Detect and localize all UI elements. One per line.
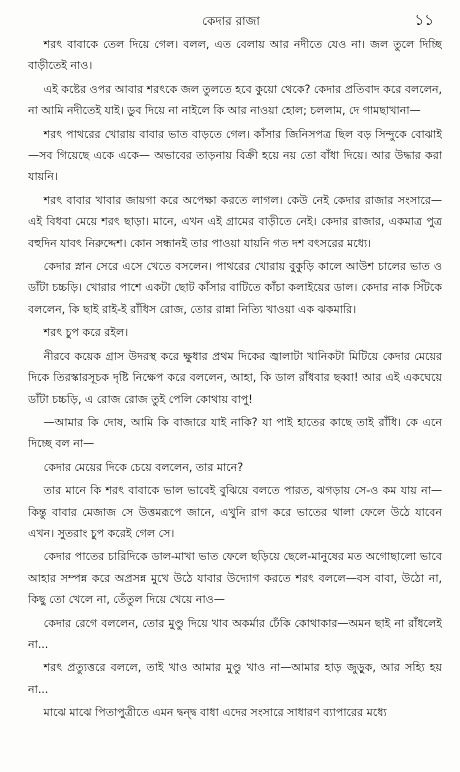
- paragraph: এই কষ্টের ওপর আবার শরৎকে জল তুলতে হবে কুয়ো থেকে? কেদার প্রতিবাদ করে বললেন, না আমি নদীতেই যাই। ডুব দিয়ে না নাইলে কি আর নাওয়া হোল; চললাম, দে গামছাখানা—: [28, 82, 442, 118]
- running-header: [28, 10, 434, 32]
- paragraph: শরৎ বাবার খাবার জায়গা করে অপেক্ষা করতে লাগল। কেউ নেই কেদার রাজার সংসারে—এই বিধবা মেয়ে শরৎ ছাড়া। মানে, এখন এই গ্রামের বাড়ীতে নেই। কেদার রাজার, একমাত্র পুত্র বহুদিন যাবৎ নিরুদ্দেশ। কোন সন্ধানই তার পাওয়া যায়নি গত দশ বৎসরের মধ্যে।: [28, 193, 442, 250]
- paragraph: শরৎ বাবাকে তেল দিয়ে গেল। বলল, এত বেলায় আর নদীতে যেও না। জল তুলে দিচ্ছি বাড়ীতেই নাও।: [28, 38, 442, 73]
- paragraph: কেদার পাতের চারিদিকে ডাল-মাখা ভাত ফেলে ছড়িয়ে ছেলে-মানুষের মত অগোছালো ভাবে আহার সম্পন্ন করে অপ্রসন্ন মুখে উঠে যাবার উদ্যোগ করতে শরৎ বললে—বস বাবা, উঠো না, কিছু তো খেলে না, তেঁতুল দিয়ে খেয়ে নাও—: [28, 550, 442, 607]
- running-title: কেদার রাজা: [202, 14, 260, 28]
- paragraph: শরৎ চুপ করে রইল।: [43, 326, 129, 340]
- paragraph: কেদার মেয়ের দিকে চেয়ে বললেন, তার মানে?: [43, 460, 244, 474]
- paragraph: শরৎ পাথরের খোরায় বাবার ভাত বাড়তে গেল। কাঁসার জিনিসপত্র ছিল বড় সিন্দুকে বোঝাই—সব গিয়েছে একে একে— অভাবের তাড়নায় বিক্রী হয়ে নয় তো বাঁধা দিয়ে। আর উদ্ধার করা যায়নি।: [28, 127, 442, 184]
- body-text: [28, 34, 442, 760]
- paragraph: তার মানে কি শরৎ বাবাকে ভাল ভাবেই বুঝিয়ে বলতে পারত, ঝগড়ায় সে-ও কম যায় না—কিন্তু বাবার মেজাজ সে উত্তমরূপে জানে, এখুনি রাগ করে ভাতের থালা ফেলে উঠে যাবেন এখন। সুতরাং চুপ করেই গেল সে।: [28, 484, 442, 540]
- paragraph: কেদার রেগে বললেন, তোর মুণ্ডু দিয়ে খাব অকর্মার ঢেঁকি কোথাকার—অমন ছাই না রাঁধলেই না...: [28, 616, 442, 651]
- paragraph: —আমার কি দোষ, আমি কি বাজারে যাই নাকি? যা পাই হাতের কাছে তাই রাঁধি। কে এনে দিচ্ছে বল না—: [28, 415, 442, 451]
- paragraph: কেদার স্নান সেরে এসে খেতে বসলেন। পাথরের খোরায় বুকুড়ি কালে আউশ চালের ভাত ও ডাঁটা চচ্চড়ি। খোরার পাশে একটা ছোট কাঁসার বাটিতে কাঁচা কলাইয়ের ডাল। কেদার নাক সিঁটকে বললেন, কি ছাই রাই-ই রাঁধিস রোজ, তোর রান্না নিত্যি খাওয়া এক ঝকমারি।: [28, 260, 442, 316]
- paragraph: মাঝে মাঝে পিতাপুত্রীতে এমন দ্বন্দ্ব বাধা এদের সংসারে সাধারণ ব্যাপারের মধ্যে: [43, 706, 387, 720]
- paragraph: শরৎ প্রত্যুত্তরে বললে, তাই খাও আমার মুণ্ডু খাও না—আমার হাড় জুড়ুক, আর সহ্যি হয় না...: [28, 661, 442, 696]
- page-number: ১১: [414, 11, 434, 29]
- paragraph: নীরবে কয়েক গ্রাস উদরস্থ করে ক্ষুধার প্রথম দিকের জ্বালাটা খানিকটা মিটিয়ে কেদার মেয়ের দিকে তিরস্কারসূচক দৃষ্টি নিক্ষেপ করে বললেন, আহা, কি ডাল রাঁধবার ছব্বা! আর এই একঘেয়ে ডাঁটা চচ্চড়ি, এ রোজ রোজ তুই পেলি কোথায় বাপু!: [28, 349, 442, 406]
